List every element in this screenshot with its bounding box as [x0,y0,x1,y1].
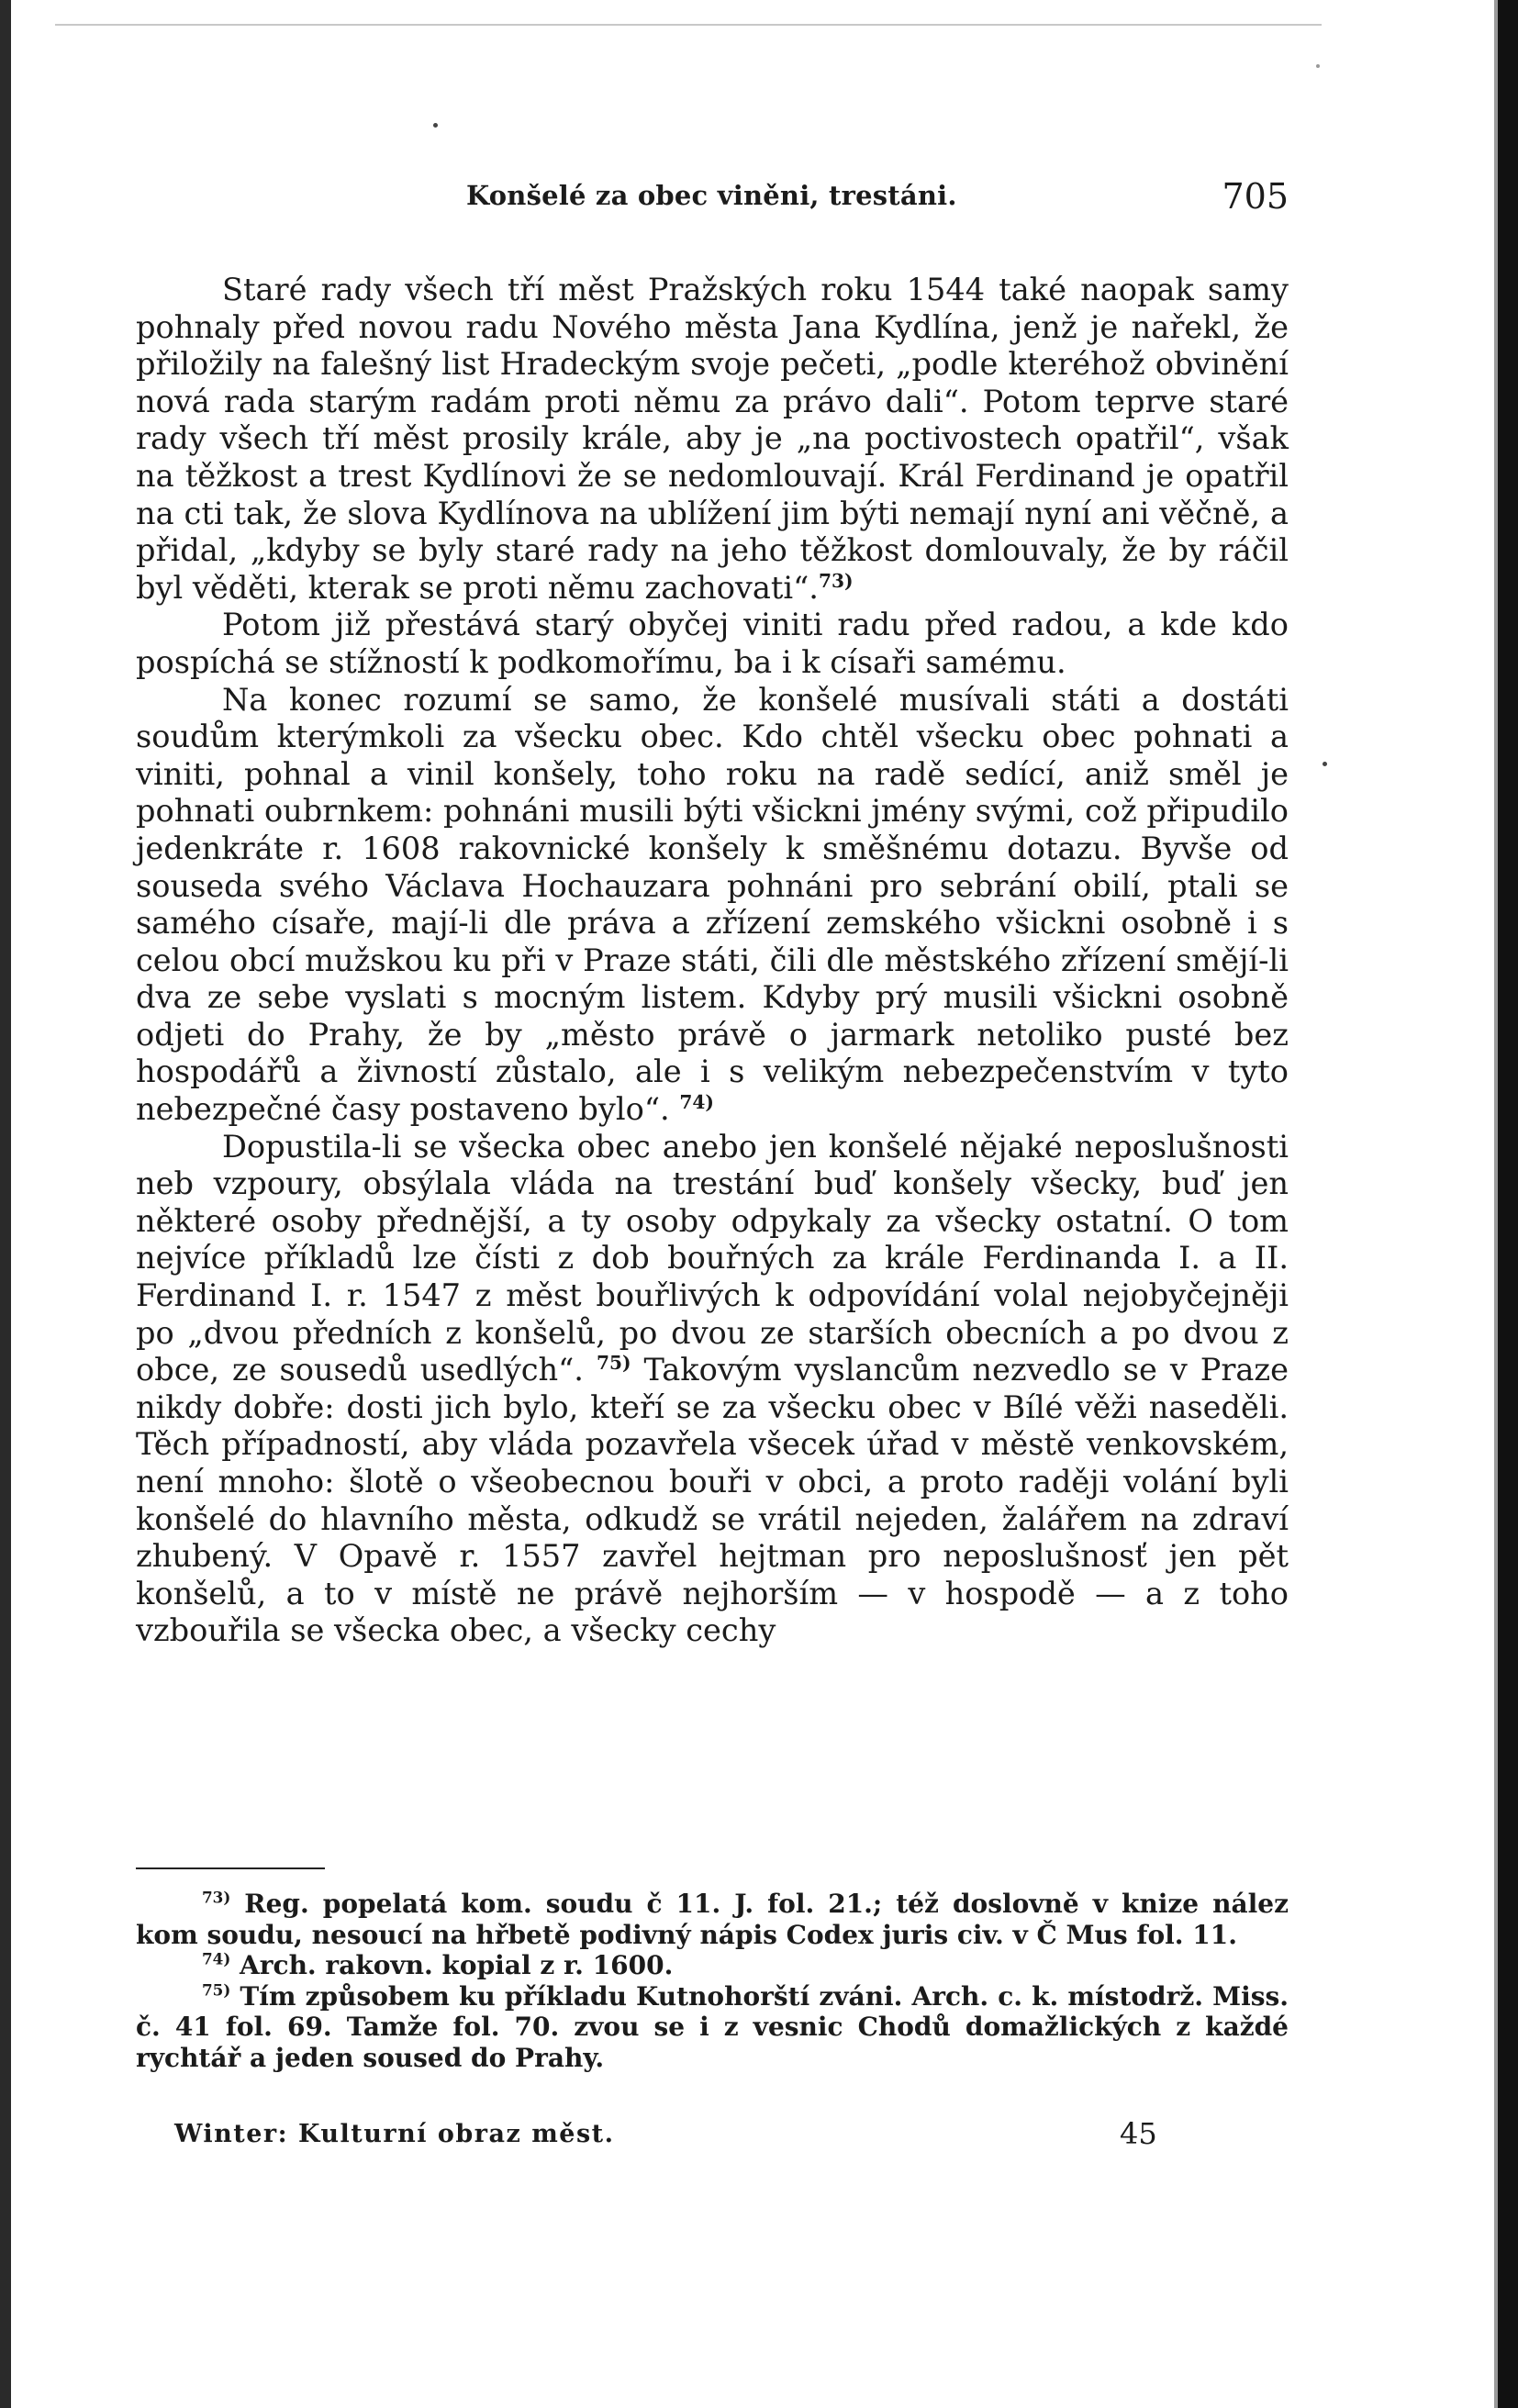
paragraph-text: Na konec rozumí se samo, že konšelé musívali státi a dostáti soudům kterýmkoli za všecku obec. Kdo chtěl všecku obec pohnati a viniti, pohnal a vinil konšely, toho roku na radě sedící, aniž směl je pohnati oubrnkem: pohnáni musili býti všickni jmény svými, což připudilo jedenkráte r. 1608 rakovnické konšely k směšnému dotazu. Byvše od souseda svého Václava Hochauzara pohnáni pro sebrání obilí, ptali se samého císaře, mají-li dle práva a zřízení zemského všickni osobně i s celou obcí mužskou ku při v Praze státi, čili dle městského zřízení smějí-li dva ze sebe vyslati s mocným listem. Kdyby prý musili všickni osobně odjeti do Prahy, že by „město právě o jarmark netoliko pusté bez hospodářů a živností zůstalo, ale i s velikým nebezpečenstvím v tyto nebezpečné časy postaveno bylo“. [136,681,1289,1128]
paragraph-text: Takovým vyslancům nezvedlo se v Praze nikdy dobře: dosti jich bylo, kteří se za všecku obec v Bílé věži naseděli. Těch případností, aby vláda pozavřela všecek úřad v městě venkovském, není mnoho: šlotě o všeobecnou bouři v obci, a proto raději volání byli konšelé do hlavního města, odkudž se vrátil nejeden, žalářem na zdraví zhubený. V Opavě r. 1557 zavřel hejtman pro neposlušnosť jen pět konšelů, a to v místě ne právě nejhorším — v hospodě — a z toho vzbouřila se všecka obec, a všecky cechy [136,1352,1289,1649]
page-header [136,176,1289,226]
book-page [136,0,1289,2408]
footnote-number: 75) [202,1980,231,2000]
speck [1316,64,1320,68]
scan-edge-left [0,0,11,2408]
footnote [136,1889,1289,1950]
footnote-reference: 74) [679,1090,714,1113]
footnote-text: Reg. popelatá kom. soudu č 11. J. fol. 21.; též doslovně v knize nález kom soudu, nesoucí na hřbetě podivný nápis Codex juris civ. v Č Mus fol. 11. [136,1889,1289,1950]
paragraph [136,272,1289,607]
running-head: Konšelé za obec viněni, trestáni. [466,180,957,211]
footnotes [136,1889,1289,2073]
sheet-number: 45 [1120,2116,1157,2151]
paragraph [136,1129,1289,1650]
footnote-number: 74) [202,1949,231,1968]
footnote [136,1950,1289,1981]
scan-edge-right [1498,0,1518,2408]
paragraph-text: Dopustila-li se všecka obec anebo jen konšelé nějaké neposlušnosti neb vzpoury, obsýlala vláda na trestání buď konšely všecky, buď jen některé osoby přednější, a ty osoby odpykaly za všecky ostatní. O tom nejvíce příkladů lze čísti z dob bouřných za krále Ferdinanda I. a II. Ferdinand I. r. 1547 z měst bouřlivých k odpovídání volal nejobyčejněji po „dvou předních z konšelů, po dvou ze starších obecních a po dvou z obce, ze sousedů usedlých“. [136,1128,1289,1388]
footnote [136,1981,1289,2074]
footnote-text: Tím způsobem ku příkladu Kutnohorští zváni. Arch. c. k. místodrž. Miss. č. 41 fol. 69. Tamže fol. 70. zvou se i z vesnic Chodů domažlických z každé rychtář a jeden soused do Prahy. [136,1980,1289,2073]
footnote-number: 73) [202,1888,231,1907]
main-text [136,272,1289,1650]
page-number: 705 [1222,176,1289,217]
paragraph [136,682,1289,1129]
footnote-reference: 75) [596,1352,631,1375]
footnote-divider [136,1867,325,1869]
printer-signature: Winter: Kulturní obraz měst. [174,2120,615,2148]
footnote-text: Arch. rakovn. kopial z r. 1600. [230,1950,674,1980]
page-footer [136,2116,1289,2157]
footnote-reference: 73) [818,569,854,592]
paragraph [136,607,1289,681]
paragraph-text: Potom již přestává starý obyčej viniti radu před radou, a kde kdo pospíchá se stížností k podkomořímu, ba i k císaři samému. [136,607,1289,680]
speck [1323,762,1327,766]
paragraph-text: Staré rady všech tří měst Pražských roku 1544 také naopak samy pohnaly před novou radu Nového města Jana Kydlína, jenž je nařekl, že přiložily na falešný list Hradeckým svoje pečeti, „podle kteréhož obvinění nová rada starým radám proti němu za právo dali“. Potom teprve staré rady všech tří měst prosily krále, aby je „na poctivostech opatřil“, však na těžkost a trest Kydlínovi že se nedomlouvají. Král Ferdinand je opatřil na cti tak, že slova Kydlínova na ublížení jim býti nemají nyní ani věčně, a přidal, „kdyby se byly staré rady na jeho těžkost domlouvaly, že by ráčil byl věděti, kterak se proti němu zachovati“. [136,272,1289,606]
